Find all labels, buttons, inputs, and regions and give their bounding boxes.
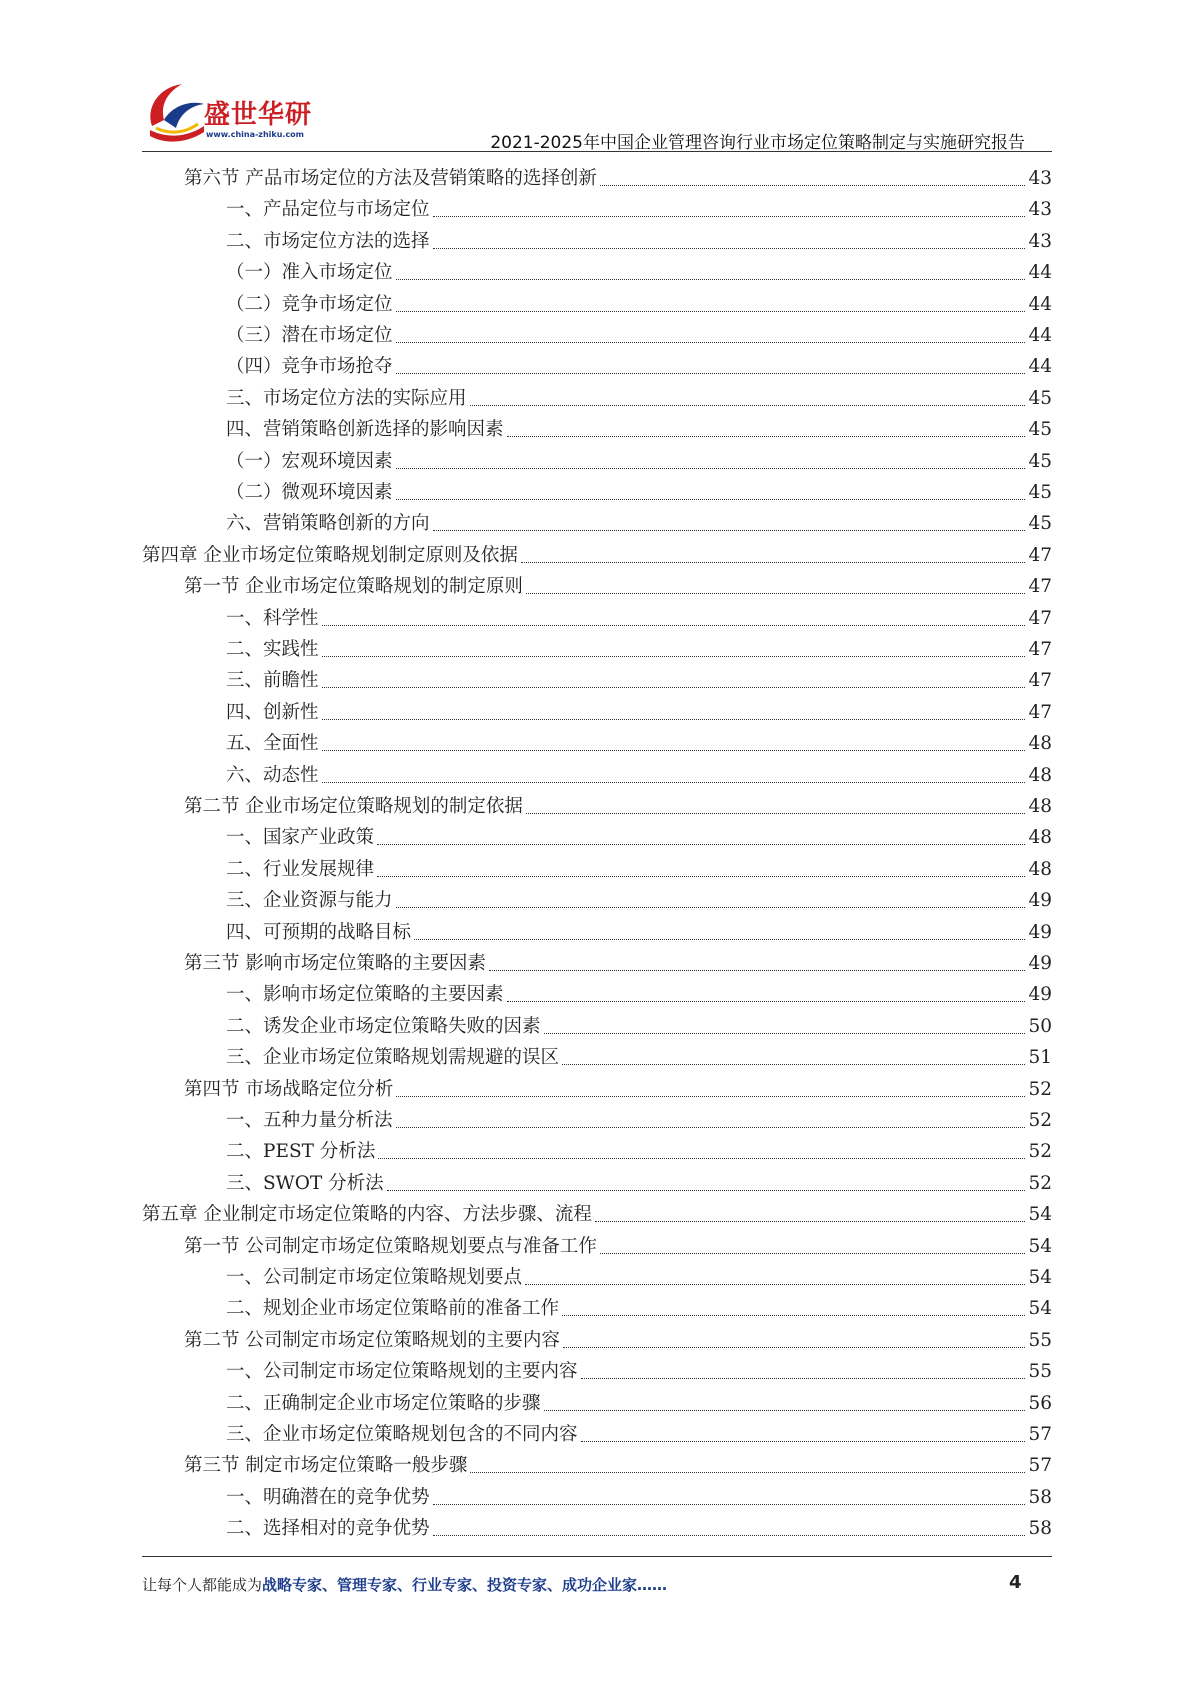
- toc-entry-label: 一、产品定位与市场定位: [226, 199, 430, 221]
- toc-dot-leader: [581, 1441, 1026, 1442]
- toc-dot-leader: [396, 907, 1026, 908]
- toc-dot-leader: [433, 248, 1026, 249]
- toc-entry-label: 一、明确潜在的竞争优势: [226, 1486, 430, 1508]
- toc-dot-leader: [396, 1096, 1025, 1097]
- toc-entry-label: 二、诱发企业市场定位策略失败的因素: [226, 1015, 541, 1037]
- toc-dot-leader: [600, 185, 1026, 186]
- toc-entry-page: 43: [1028, 199, 1052, 221]
- toc-entry[interactable]: [184, 945, 1052, 976]
- toc-entry-label: 二、市场定位方法的选择: [226, 230, 430, 252]
- toc-entry-label: （三）潜在市场定位: [226, 325, 393, 346]
- toc-entry-page: 56: [1028, 1392, 1052, 1414]
- toc-entry[interactable]: [226, 1510, 1052, 1541]
- toc-entry[interactable]: [226, 191, 1052, 222]
- toc-dot-leader: [470, 405, 1026, 406]
- toc-entry-label: 第四节 市场战略定位分析: [184, 1078, 394, 1100]
- toc-entry-page: 54: [1028, 1267, 1052, 1288]
- toc-entry-page: 47: [1028, 576, 1052, 598]
- toc-entry-page: 49: [1028, 890, 1052, 912]
- toc-entry-page: 45: [1028, 482, 1052, 503]
- toc-entry[interactable]: [226, 286, 1052, 317]
- toc-entry-page: 48: [1028, 796, 1052, 817]
- toc-entry-label: 一、公司制定市场定位策略规划的主要内容: [226, 1361, 578, 1383]
- toc-entry-page: 45: [1028, 419, 1052, 441]
- toc-entry[interactable]: [226, 1259, 1052, 1290]
- toc-dot-leader: [562, 1064, 1025, 1065]
- logo-icon: [142, 80, 212, 146]
- toc-dot-leader: [544, 1033, 1026, 1034]
- page-header: [0, 0, 1191, 153]
- toc-entry-page: 47: [1028, 701, 1052, 723]
- slogan-prefix: 让每个人都能成为: [142, 1576, 263, 1594]
- toc-entry[interactable]: [226, 223, 1052, 254]
- toc-entry-page: 47: [1028, 670, 1052, 692]
- toc-dot-leader: [433, 530, 1026, 531]
- toc-entry-page: 44: [1028, 293, 1052, 315]
- toc-entry-label: 三、企业资源与能力: [226, 890, 393, 912]
- toc-entry-label: 四、营销策略创新选择的影响因素: [226, 419, 504, 441]
- toc-entry-page: 44: [1028, 262, 1052, 284]
- company-logo: [142, 80, 332, 150]
- toc-entry-label: （二）微观环境因素: [226, 482, 393, 503]
- logo-url: www.china-zhiku.com: [206, 130, 305, 139]
- toc-dot-leader: [433, 1504, 1026, 1505]
- toc-entry-label: 一、影响市场定位策略的主要因素: [226, 984, 504, 1006]
- toc-entry[interactable]: [226, 443, 1052, 474]
- toc-entry-page: 45: [1028, 387, 1052, 409]
- toc-entry[interactable]: [226, 600, 1052, 631]
- toc-entry[interactable]: [226, 1165, 1052, 1196]
- toc-entry[interactable]: [184, 788, 1052, 819]
- toc-entry-page: 55: [1028, 1329, 1052, 1351]
- toc-entry-page: 54: [1028, 1204, 1052, 1226]
- toc-entry-page: 52: [1028, 1172, 1052, 1194]
- toc-entry[interactable]: [226, 914, 1052, 945]
- toc-entry-page: 48: [1028, 827, 1052, 849]
- toc-dot-leader: [521, 562, 1026, 563]
- toc-entry-label: 六、动态性: [226, 764, 319, 786]
- toc-dot-leader: [507, 436, 1026, 437]
- toc-entry-page: 47: [1028, 639, 1052, 660]
- header-divider: [142, 151, 1052, 152]
- toc-entry-page: 50: [1028, 1015, 1052, 1037]
- toc-entry-label: 三、SWOT 分析法: [226, 1172, 384, 1194]
- toc-entry-page: 51: [1028, 1047, 1052, 1069]
- toc-entry-label: 二、实践性: [226, 639, 319, 660]
- toc-dot-leader: [378, 1158, 1025, 1159]
- toc-entry-page: 49: [1028, 984, 1052, 1006]
- slogan-highlight: 战略专家、管理专家、行业专家、投资专家、成功企业家……: [262, 1576, 668, 1594]
- toc-entry-page: 49: [1028, 921, 1052, 943]
- toc-entry-label: 一、科学性: [226, 607, 319, 629]
- toc-entry[interactable]: [226, 317, 1052, 348]
- toc-entry-page: 44: [1028, 356, 1052, 378]
- toc-entry[interactable]: [226, 1416, 1052, 1447]
- toc-dot-leader: [322, 656, 1026, 657]
- toc-dot-leader: [322, 719, 1026, 720]
- toc-entry[interactable]: [226, 411, 1052, 442]
- toc-entry[interactable]: [226, 1353, 1052, 1384]
- toc-entry-label: 二、选择相对的竞争优势: [226, 1518, 430, 1540]
- toc-entry-label: 第三节 制定市场定位策略一般步骤: [184, 1455, 468, 1477]
- toc-entry-page: 48: [1028, 858, 1052, 880]
- toc-entry-label: 第四章 企业市场定位策略规划制定原则及依据: [142, 544, 518, 566]
- toc-entry-label: 第三节 影响市场定位策略的主要因素: [184, 953, 486, 974]
- toc-entry-page: 44: [1028, 325, 1052, 346]
- toc-entry-page: 49: [1028, 953, 1052, 974]
- toc-entry-page: 45: [1028, 513, 1052, 535]
- toc-dot-leader: [526, 593, 1026, 594]
- page-number: 4: [1009, 1572, 1022, 1593]
- toc-entry-label: 第一节 公司制定市场定位策略规划要点与准备工作: [184, 1235, 597, 1257]
- toc-entry[interactable]: [226, 1290, 1052, 1321]
- toc-entry[interactable]: [184, 160, 1052, 191]
- toc-entry-page: 57: [1028, 1424, 1052, 1445]
- toc-dot-leader: [433, 1535, 1026, 1536]
- toc-entry[interactable]: [226, 882, 1052, 913]
- toc-entry[interactable]: [226, 254, 1052, 285]
- toc-dot-leader: [507, 1001, 1026, 1002]
- toc-entry-label: 二、规划企业市场定位策略前的准备工作: [226, 1298, 560, 1320]
- toc-entry[interactable]: [184, 1071, 1052, 1102]
- toc-entry-label: 四、创新性: [226, 701, 319, 723]
- toc-entry-page: 48: [1028, 733, 1052, 755]
- toc-entry-label: 三、企业市场定位策略规划需规避的误区: [226, 1047, 560, 1069]
- toc-entry-label: 第五章 企业制定市场定位策略的内容、方法步骤、流程: [142, 1204, 592, 1226]
- toc-entry[interactable]: [226, 819, 1052, 850]
- toc-entry-page: 47: [1028, 544, 1052, 566]
- toc-dot-leader: [433, 216, 1026, 217]
- toc-dot-leader: [396, 311, 1026, 312]
- toc-entry-label: 五、全面性: [226, 733, 319, 755]
- toc-entry-label: 一、国家产业政策: [226, 827, 375, 849]
- toc-entry[interactable]: [226, 1039, 1052, 1070]
- toc-entry-label: 六、营销策略创新的方向: [226, 513, 430, 535]
- toc-dot-leader: [322, 625, 1026, 626]
- toc-entry[interactable]: [226, 1008, 1052, 1039]
- toc-dot-leader: [396, 468, 1026, 469]
- toc-dot-leader: [470, 1472, 1025, 1473]
- toc-entry-page: 43: [1028, 168, 1052, 189]
- toc-dot-leader: [525, 1284, 1025, 1285]
- toc-entry-label: 第一节 企业市场定位策略规划的制定原则: [184, 576, 523, 598]
- toc-entry[interactable]: [226, 1133, 1052, 1164]
- toc-dot-leader: [581, 1378, 1026, 1379]
- toc-entry[interactable]: [226, 631, 1052, 662]
- toc-entry-page: 52: [1028, 1078, 1052, 1100]
- toc-entry-label: 一、五种力量分析法: [226, 1110, 393, 1131]
- toc-entry[interactable]: [226, 757, 1052, 788]
- toc-dot-leader: [377, 844, 1025, 845]
- toc-entry[interactable]: [226, 380, 1052, 411]
- toc-dot-leader: [489, 970, 1026, 971]
- toc-entry[interactable]: [226, 851, 1052, 882]
- toc-dot-leader: [377, 876, 1025, 877]
- toc-dot-leader: [600, 1253, 1026, 1254]
- toc-dot-leader: [322, 687, 1026, 688]
- toc-entry-page: 45: [1028, 450, 1052, 472]
- toc-entry[interactable]: [184, 1322, 1052, 1353]
- toc-dot-leader: [414, 939, 1025, 940]
- toc-entry-page: 54: [1028, 1235, 1052, 1257]
- toc-entry[interactable]: [226, 1385, 1052, 1416]
- toc-entry[interactable]: [142, 537, 1052, 568]
- toc-entry-label: 三、市场定位方法的实际应用: [226, 387, 467, 409]
- toc-entry[interactable]: [142, 1196, 1052, 1227]
- logo-name: 盛世华研: [204, 100, 313, 130]
- toc-entry-label: 第六节 产品市场定位的方法及营销策略的选择创新: [184, 168, 597, 189]
- toc-entry-page: 58: [1028, 1486, 1052, 1508]
- toc-dot-leader: [544, 1410, 1026, 1411]
- toc-entry-page: 57: [1028, 1455, 1052, 1477]
- toc-entry[interactable]: [184, 1228, 1052, 1259]
- toc-dot-leader: [396, 373, 1026, 374]
- toc-dot-leader: [562, 1315, 1025, 1316]
- toc-dot-leader: [322, 750, 1026, 751]
- toc-dot-leader: [526, 813, 1026, 814]
- toc-entry[interactable]: [184, 568, 1052, 599]
- toc-dot-leader: [563, 1347, 1026, 1348]
- toc-entry-label: 第二节 公司制定市场定位策略规划的主要内容: [184, 1329, 560, 1351]
- toc-entry-label: 二、正确制定企业市场定位策略的步骤: [226, 1392, 541, 1414]
- toc-dot-leader: [595, 1221, 1026, 1222]
- toc-entry[interactable]: [226, 694, 1052, 725]
- toc-entry-label: 三、企业市场定位策略规划包含的不同内容: [226, 1424, 578, 1445]
- toc-dot-leader: [396, 279, 1026, 280]
- toc-entry-page: 48: [1028, 764, 1052, 786]
- toc-dot-leader: [387, 1190, 1026, 1191]
- toc-dot-leader: [322, 782, 1026, 783]
- toc-entry-label: （一）准入市场定位: [226, 262, 393, 284]
- footer-divider: [142, 1556, 1052, 1557]
- toc-entry-page: 52: [1028, 1110, 1052, 1131]
- toc-entry[interactable]: [226, 474, 1052, 505]
- toc-entry-label: 二、PEST 分析法: [226, 1141, 376, 1163]
- toc-entry[interactable]: [226, 348, 1052, 379]
- toc-dot-leader: [396, 1127, 1026, 1128]
- report-title: 2021-2025年中国企业管理咨询行业市场定位策略制定与实施研究报告: [490, 133, 1025, 153]
- toc-entry-page: 47: [1028, 607, 1052, 629]
- toc-entry-page: 43: [1028, 230, 1052, 252]
- toc-dot-leader: [396, 499, 1026, 500]
- toc-entry[interactable]: [226, 1102, 1052, 1133]
- toc-entry-page: 58: [1028, 1518, 1052, 1540]
- toc-entry-page: 54: [1028, 1298, 1052, 1320]
- toc-entry[interactable]: [226, 976, 1052, 1007]
- toc-entry-page: 52: [1028, 1141, 1052, 1163]
- toc-entry-label: 二、行业发展规律: [226, 858, 375, 880]
- toc-entry-label: （二）竞争市场定位: [226, 293, 393, 315]
- toc-entry-label: 三、前瞻性: [226, 670, 319, 692]
- toc-dot-leader: [396, 342, 1026, 343]
- toc-entry[interactable]: [226, 725, 1052, 756]
- toc-entry[interactable]: [184, 1447, 1052, 1478]
- toc-entry-label: 四、可预期的战略目标: [226, 921, 412, 943]
- toc-entry[interactable]: [226, 662, 1052, 693]
- toc-entry-label: （四）竞争市场抢夺: [226, 356, 393, 378]
- toc-entry[interactable]: [226, 1479, 1052, 1510]
- toc-entry-label: 一、公司制定市场定位策略规划要点: [226, 1267, 523, 1288]
- footer-slogan: [142, 1574, 667, 1595]
- toc-entry-page: 55: [1028, 1361, 1052, 1383]
- toc-entry-label: 第二节 企业市场定位策略规划的制定依据: [184, 796, 523, 817]
- toc-entry-label: （一）宏观环境因素: [226, 450, 393, 472]
- toc-entry[interactable]: [226, 505, 1052, 536]
